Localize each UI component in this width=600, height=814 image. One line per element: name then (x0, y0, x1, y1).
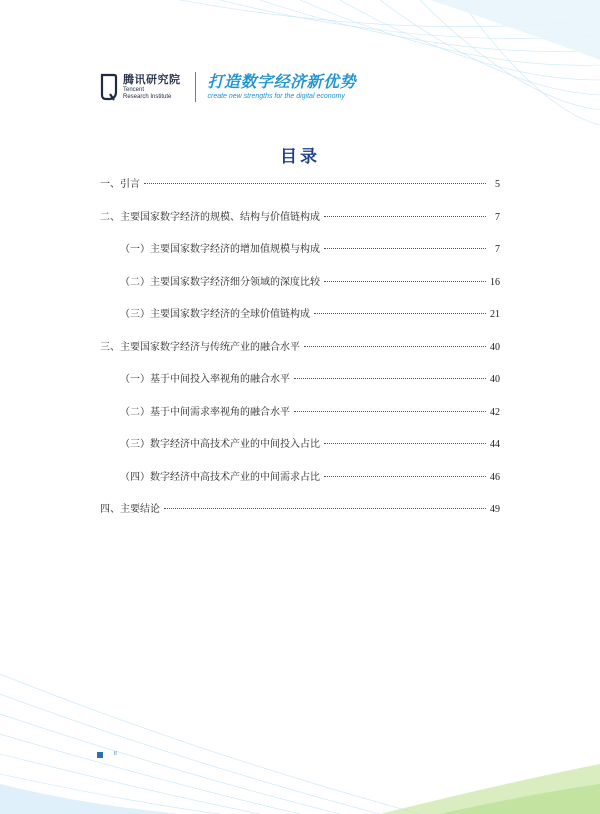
toc-entry-label: （一）主要国家数字经济的增加值规模与构成 (120, 244, 320, 255)
toc-entry-page: 40 (490, 341, 500, 353)
tencent-research-logo-icon (98, 72, 118, 102)
toc-entry-label: （二）基于中间需求率视角的融合水平 (120, 406, 290, 418)
toc-subentry[interactable] (100, 240, 500, 273)
toc-entry-label: （一）基于中间投入率视角的融合水平 (120, 374, 290, 385)
header-divider (195, 72, 196, 102)
logo-en-line1: Tencent (123, 87, 145, 93)
toc-entry[interactable] (100, 208, 500, 241)
leader-dots (144, 183, 486, 184)
table-of-contents (100, 175, 500, 533)
leader-dots (164, 508, 486, 509)
toc-entry-page: 7 (495, 244, 500, 255)
leader-dots (294, 378, 486, 379)
footer-tag (97, 752, 103, 758)
toc-entry-label: 一、引言 (100, 179, 140, 190)
toc-entry-page: 7 (495, 211, 500, 223)
leader-dots (324, 216, 486, 217)
toc-entry-label: 二、主要国家数字经济的规模、结构与价值链构成 (100, 211, 320, 223)
toc-entry-label: 四、主要结论 (100, 504, 160, 515)
toc-entry[interactable] (100, 175, 500, 208)
logo-name: 腾讯研究院 (123, 73, 181, 86)
leader-dots (324, 476, 486, 477)
leader-dots (314, 313, 486, 314)
leader-dots (324, 281, 486, 282)
slogan-en: create new strengths for the digital economy (207, 93, 345, 100)
report-header (98, 70, 356, 104)
toc-entry-page: 40 (490, 374, 500, 385)
toc-title: 目录 (280, 147, 320, 167)
toc-entry-label: （三）数字经济中高技术产业的中间投入占比 (120, 439, 320, 450)
toc-entry-page: 46 (490, 471, 500, 483)
toc-entry-label: （四）数字经济中高技术产业的中间需求占比 (120, 471, 320, 483)
toc-entry-label: （二）主要国家数字经济细分领域的深度比较 (120, 276, 320, 288)
leader-dots (324, 248, 486, 249)
toc-subentry[interactable] (100, 468, 500, 501)
toc-entry[interactable] (100, 500, 500, 533)
slogan-cn: 打造数字经济新优势 (207, 72, 357, 91)
footer-page-mark: II (114, 751, 117, 757)
bottom-decoration (0, 634, 600, 814)
toc-subentry[interactable] (100, 273, 500, 306)
logo-en-line2: Research Institute (123, 94, 172, 100)
leader-dots (324, 443, 486, 444)
toc-entry-page: 44 (490, 439, 500, 450)
toc-subentry[interactable] (100, 435, 500, 468)
logo-text (123, 74, 181, 100)
toc-entry[interactable] (100, 338, 500, 371)
toc-entry-page: 49 (490, 504, 500, 515)
leader-dots (294, 411, 486, 412)
slogan (208, 74, 357, 100)
toc-subentry[interactable] (100, 305, 500, 338)
toc-entry-label: （三）主要国家数字经济的全球价值链构成 (120, 309, 310, 320)
toc-subentry[interactable] (100, 403, 500, 436)
leader-dots (304, 346, 486, 347)
toc-subentry[interactable] (100, 370, 500, 403)
toc-entry-label: 三、主要国家数字经济与传统产业的融合水平 (100, 341, 300, 353)
toc-entry-page: 42 (490, 406, 500, 418)
toc-entry-page: 21 (490, 309, 500, 320)
toc-entry-page: 5 (495, 179, 500, 190)
toc-entry-page: 16 (490, 276, 500, 288)
